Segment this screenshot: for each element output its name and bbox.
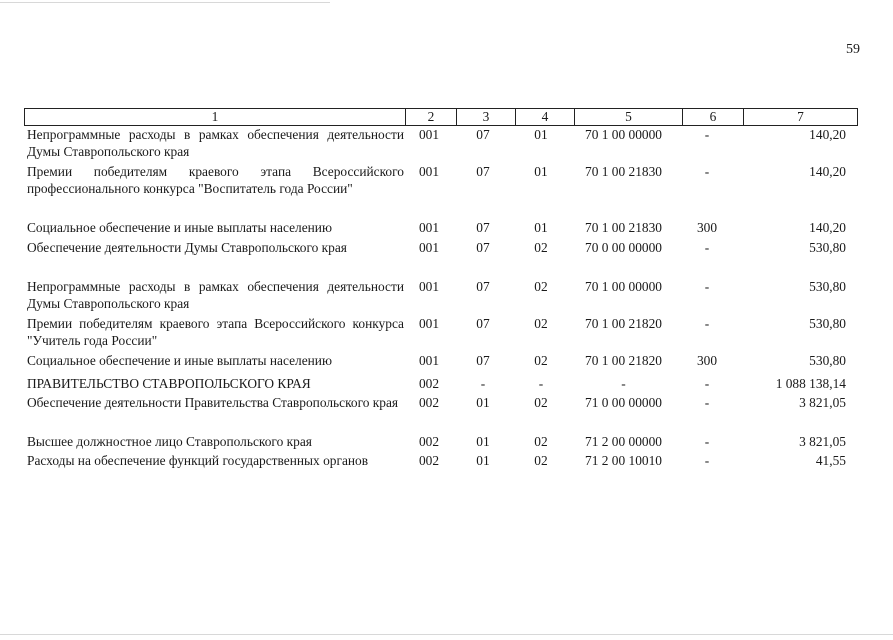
- row-expense-type: -: [704, 395, 710, 410]
- row-section: 07: [476, 279, 490, 294]
- row-subsection: 01: [534, 127, 548, 142]
- row-section: 07: [476, 220, 490, 235]
- row-ministry-code: 002: [418, 434, 440, 449]
- row-subsection: 01: [534, 220, 548, 235]
- row-amount: 530,80: [809, 240, 846, 255]
- row-target-article: 70 1 00 00000: [585, 279, 662, 294]
- table-row: [24, 394, 858, 433]
- table-row: [24, 239, 858, 278]
- table-row: [24, 375, 858, 394]
- scan-edge-top: [0, 2, 330, 3]
- row-expense-type: -: [704, 376, 710, 391]
- row-name: Высшее должностное лицо Ставропольского края: [27, 434, 312, 449]
- row-name: Обеспечение деятельности Думы Ставропольского края: [27, 240, 347, 255]
- table-row: [24, 315, 858, 352]
- row-section: 07: [476, 240, 490, 255]
- row-subsection: 02: [534, 316, 548, 331]
- column-header-1: 1: [211, 109, 219, 124]
- row-target-article: -: [621, 376, 626, 391]
- column-header-3: 3: [456, 109, 515, 125]
- row-section: -: [480, 376, 486, 391]
- row-amount: 140,20: [809, 220, 846, 235]
- row-amount: 140,20: [809, 164, 846, 179]
- row-target-article: 71 0 00 00000: [585, 395, 662, 410]
- table-row: [24, 126, 858, 163]
- row-target-article: 70 1 00 21830: [585, 164, 662, 179]
- row-expense-type: -: [704, 164, 710, 179]
- row-ministry-code: 001: [418, 164, 440, 179]
- row-target-article: 70 1 00 00000: [585, 127, 662, 142]
- column-header-6: 6: [682, 109, 743, 125]
- column-header-7: 7: [743, 109, 857, 125]
- row-section: 07: [476, 353, 490, 368]
- row-amount: 530,80: [809, 353, 846, 368]
- column-header-2: 2: [405, 109, 456, 125]
- row-name: ПРАВИТЕЛЬСТВО СТАВРОПОЛЬСКОГО КРАЯ: [27, 376, 311, 391]
- row-target-article: 70 1 00 21820: [585, 316, 662, 331]
- row-target-article: 71 2 00 00000: [585, 434, 662, 449]
- column-header-5: 5: [574, 109, 682, 125]
- row-subsection: 02: [534, 395, 548, 410]
- row-ministry-code: 001: [418, 127, 440, 142]
- row-ministry-code: 002: [418, 395, 440, 410]
- row-expense-type: -: [704, 240, 710, 255]
- row-subsection: 02: [534, 453, 548, 468]
- row-section: 01: [476, 395, 490, 410]
- row-amount: 1 088 138,14: [775, 376, 846, 391]
- row-name: Социальное обеспечение и иные выплаты населению: [27, 353, 332, 368]
- row-section: 01: [476, 434, 490, 449]
- row-amount: 3 821,05: [799, 434, 846, 449]
- row-target-article: 70 0 00 00000: [585, 240, 662, 255]
- row-ministry-code: 001: [418, 279, 440, 294]
- row-section: 07: [476, 316, 490, 331]
- row-amount: 3 821,05: [799, 395, 846, 410]
- row-name: Непрограммные расходы в рамках обеспечения деятельности Думы Ставропольского края: [27, 279, 404, 311]
- row-amount: 530,80: [809, 279, 846, 294]
- row-subsection: 02: [534, 240, 548, 255]
- row-section: 07: [476, 127, 490, 142]
- row-ministry-code: 002: [418, 376, 440, 391]
- row-amount: 530,80: [809, 316, 846, 331]
- row-expense-type: -: [704, 316, 710, 331]
- row-name: Обеспечение деятельности Правительства Ставропольского края: [27, 395, 399, 410]
- row-amount: 41,55: [815, 453, 846, 468]
- table-row: [24, 219, 858, 239]
- row-name: Непрограммные расходы в рамках обеспечения деятельности Думы Ставропольского края: [27, 127, 404, 159]
- row-target-article: 70 1 00 21820: [585, 353, 662, 368]
- row-ministry-code: 001: [418, 240, 440, 255]
- row-expense-type: -: [704, 279, 710, 294]
- row-expense-type: -: [704, 434, 710, 449]
- row-section: 07: [476, 164, 490, 179]
- row-subsection: 02: [534, 279, 548, 294]
- table-row: [24, 352, 858, 375]
- table-row: [24, 433, 858, 452]
- table-row: [24, 278, 858, 315]
- row-ministry-code: 001: [418, 353, 440, 368]
- table-row: [24, 163, 858, 219]
- table-header-row: [24, 108, 858, 126]
- column-header-4: 4: [515, 109, 574, 125]
- row-section: 01: [476, 453, 490, 468]
- row-name: Премии победителям краевого этапа Всероссийского конкурса "Учитель года России": [27, 316, 404, 348]
- row-expense-type: -: [704, 127, 710, 142]
- row-amount: 140,20: [809, 127, 846, 142]
- row-expense-type: -: [704, 453, 710, 468]
- row-ministry-code: 001: [418, 316, 440, 331]
- row-expense-type: 300: [696, 220, 718, 235]
- row-name: Расходы на обеспечение функций государственных органов: [27, 453, 369, 468]
- row-ministry-code: 001: [418, 220, 440, 235]
- row-subsection: 02: [534, 434, 548, 449]
- row-subsection: 01: [534, 164, 548, 179]
- row-ministry-code: 002: [418, 453, 440, 468]
- row-subsection: -: [538, 376, 544, 391]
- budget-table: [24, 108, 858, 489]
- scan-edge-bottom: [0, 634, 893, 635]
- row-name: Социальное обеспечение и иные выплаты населению: [27, 220, 332, 235]
- row-name: Премии победителям краевого этапа Всероссийского профессионального конкурса "Воспитатель года России": [27, 164, 404, 196]
- table-row: [24, 452, 858, 489]
- row-target-article: 70 1 00 21830: [585, 220, 662, 235]
- row-expense-type: 300: [696, 353, 718, 368]
- row-target-article: 71 2 00 10010: [585, 453, 662, 468]
- page-number: 59: [846, 42, 860, 57]
- row-subsection: 02: [534, 353, 548, 368]
